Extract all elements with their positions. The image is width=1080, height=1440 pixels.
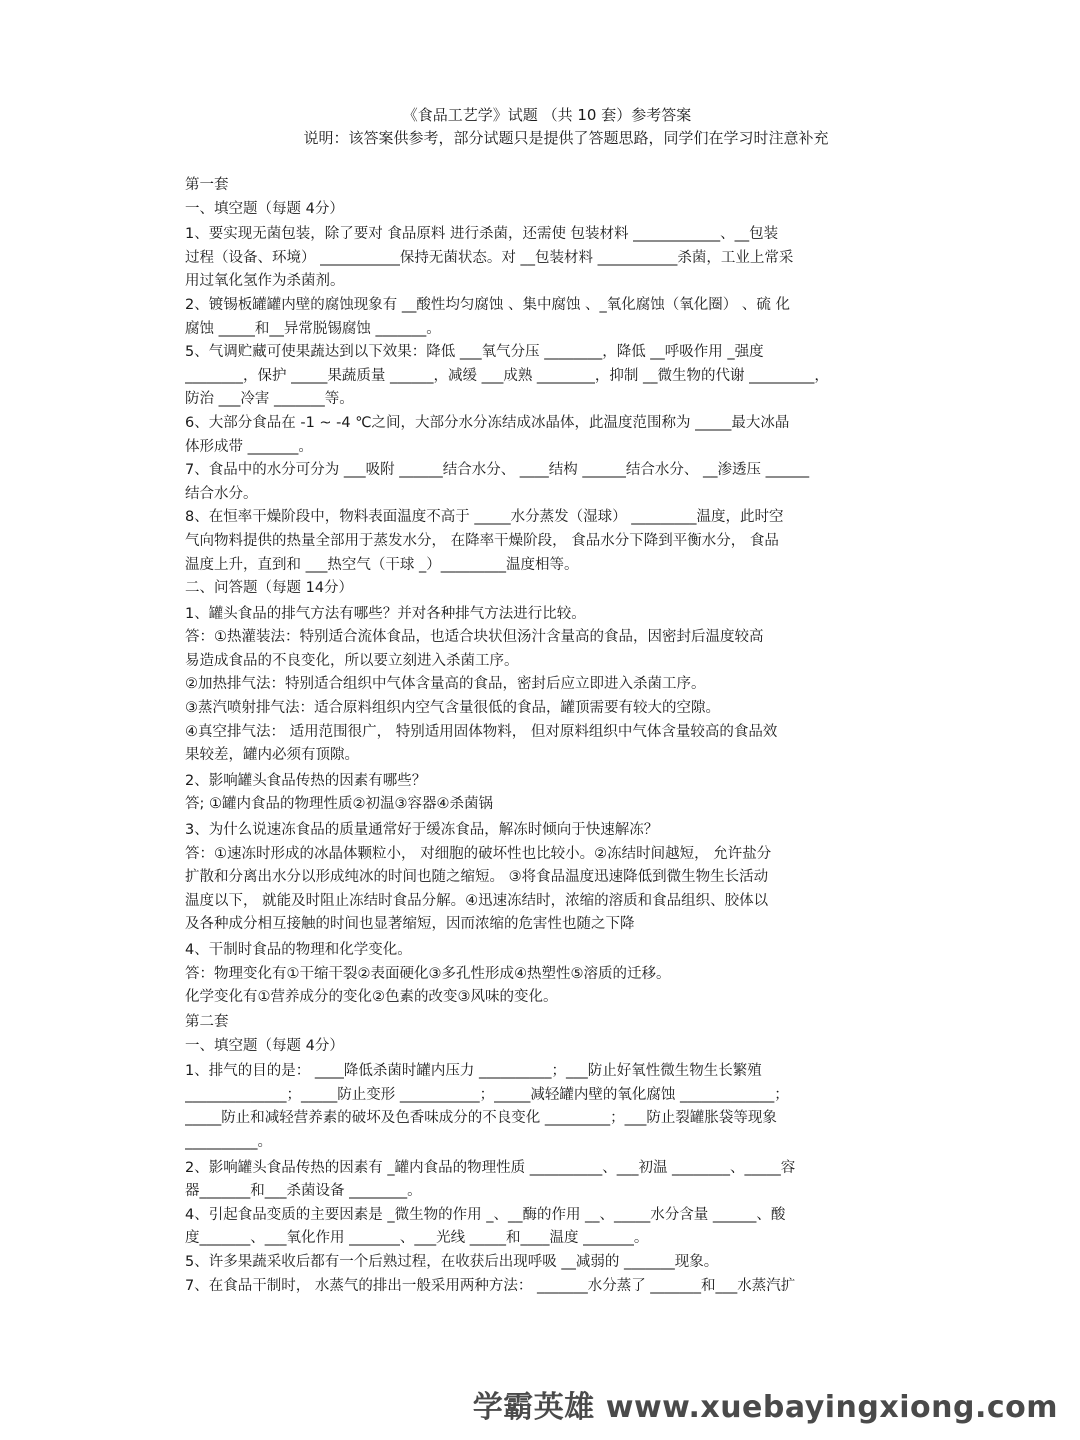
answer-line: ②加热排气法：特别适合组织中气体含量高的食品，密封后应立即进入杀菌工序。 [185,676,706,693]
part-heading: 二、问答题（每题 14分） [185,580,354,597]
text-line: 用过氧化氢作为杀菌剂。 [185,273,345,290]
question-line: 4、干制时食品的物理和化学变化。 [185,942,412,958]
document-note: 说明：该答案供参考，部分试题只是提供了答题思路，同学们在学习时注意补充 [303,129,829,147]
set-2-section [185,1011,897,1298]
text-line: 器_______和___杀菌设备 ________。 [185,1183,422,1200]
set-1-section [185,174,897,1010]
set-heading: 第二套 [185,1014,229,1030]
site-watermark: 学霸英雄 www.xuebayingxiong.com [472,1390,1058,1425]
text-line: 7、在食品干制时， 水蒸气的排出一般采用两种方法： _______水分蒸了 _______和___水蒸汽扩 [185,1277,796,1294]
answer-line: ④真空排气法： 适用范围很广， 特别适用固体物料， 但对原料组织中气体含量较高的食品效 [185,723,778,740]
answer-line: 果较差，罐内必须有顶隙。 [185,747,359,764]
question-line: 1、罐头食品的排气方法有哪些？并对各种排气方法进行比较。 [185,605,586,622]
text-line: 7、食品中的水分可分为 ___吸附 ______结合水分、 ____结构 ______结合水分、 __渗透压 ______ [185,462,810,479]
part-heading: 一、填空题（每题 4分） [185,200,344,217]
text-line: 5、气调贮藏可使果蔬达到以下效果：降低 ___氧气分压 ________，降低 __呼吸作用 _强度 [185,344,764,361]
text-line: 度_______、___氧化作用 _______、___光线 _____和____温度 _______。 [185,1230,649,1247]
text-line: 2、镀锡板罐罐内壁的腐蚀现象有 __酸性均匀腐蚀 、集中腐蚀 、_氧化腐蚀（氧化圈） 、硫 化 [185,296,791,313]
question-line: 2、影响罐头食品传热的因素有哪些？ [185,772,427,789]
text-line: 过程（设备、环境） ___________保持无菌状态。对 __包装材料 ___________杀菌，工业上常采 [185,249,794,266]
text-line: 腐蚀 _____和__异常脱锡腐蚀 _______。 [185,320,441,337]
text-line: 防治 ___冷害 _______等。 [185,391,354,408]
text-line: 结合水分。 [185,485,258,502]
document-title: 《食品工艺学》试题 （共 10 套）参考答案 [402,106,692,124]
answer-line: 答; ①罐内食品的物理性质②初温③容器④杀菌锅 [185,796,493,813]
answer-line: 答：①热灌装法：特别适合流体食品，也适合块状但汤汁含量高的食品，因密封后温度较高 [185,629,764,646]
text-line: 2、影响罐头食品传热的因素有 _罐内食品的物理性质 __________、___初温 ________、_____容 [185,1159,796,1176]
answer-line: 扩散和分离出水分以形成纯冰的时间也随之缩短。 ③将食品温度迅速降低到微生物生长活动 [185,869,769,886]
text-line: 温度上升，直到和 ___热空气（干球 _）_________温度相等。 [185,556,579,573]
text-line: 6、大部分食品在 -1 ~ -4 ℃之间，大部分水分冻结成冰晶体，此温度范围称为 _____最大冰晶 [185,414,790,431]
answer-line: 答：物理变化有①干缩干裂②表面硬化③多孔性形成④热塑性⑤溶质的迁移。 [185,965,671,982]
text-line: ______________；_____防止变形 ___________；_____减轻罐内壁的氧化腐蚀 _____________； [185,1086,789,1103]
answer-line: 温度以下， 就能及时阻止冻结时食品分解。④迅速冻结时，浓缩的溶质和食品组织、胶体以 [185,892,769,909]
answer-line: 答：①速冻时形成的冰晶体颗粒小， 对细胞的破坏性也比较小。②冻结时间越短， 允许盐分 [185,845,772,862]
text-line: 1、排气的目的是： ____降低杀菌时罐内压力 __________；___防止好氧性微生物生长繁殖 [185,1063,762,1080]
text-line: ________，保护 _____果蔬质量 ______，减缓 ___成熟 ________，抑制 __微生物的代谢 _________， [185,367,829,384]
answer-line: 易造成食品的不良变化，所以要立刻进入杀菌工序。 [185,652,519,669]
answer-line: 化学变化有①营养成分的变化②色素的改变③风味的变化。 [185,989,558,1006]
text-line: 8、在恒率干燥阶段中，物料表面温度不高于 _____水分蒸发（湿球） _________温度，此时空 [185,509,784,526]
text-line: 4、引起食品变质的主要因素是 _微生物的作用 _、__酶的作用 __、_____水分含量 ______、酸 [185,1206,786,1223]
text-line: 气向物料提供的热量全部用于蒸发水分， 在降率干燥阶段， 食品水分下降到平衡水分， 食品 [185,532,779,549]
question-line: 3、为什么说速冻食品的质量通常好于缓冻食品，解冻时倾向于快速解冻？ [185,822,659,839]
set-heading: 第一套 [185,177,229,193]
text-line: _____防止和减轻营养素的破坏及色香味成分的不良变化 _________；___防止裂罐胀袋等现象 [185,1110,777,1127]
text-line: 1、要实现无菌包装，除了要对 食品原料 进行杀菌，还需使 包装材料 ____________、__包装 [185,226,779,243]
answer-line: 及各种成分相互接触的时间也显著缩短，因而浓缩的危害性也随之下降 [185,916,635,933]
answer-line: ③蒸汽喷射排气法：适合原料组织内空气含量很低的食品，罐顶需要有较大的空隙。 [185,700,720,717]
text-line: 体形成带 _______。 [185,438,313,455]
text-line: 5、许多果蔬采收后都有一个后熟过程，在收获后出现呼吸 __减弱的 _______现象。 [185,1253,719,1270]
text-line: __________。 [185,1133,272,1150]
part-heading: 一、填空题（每题 4分） [185,1037,344,1054]
